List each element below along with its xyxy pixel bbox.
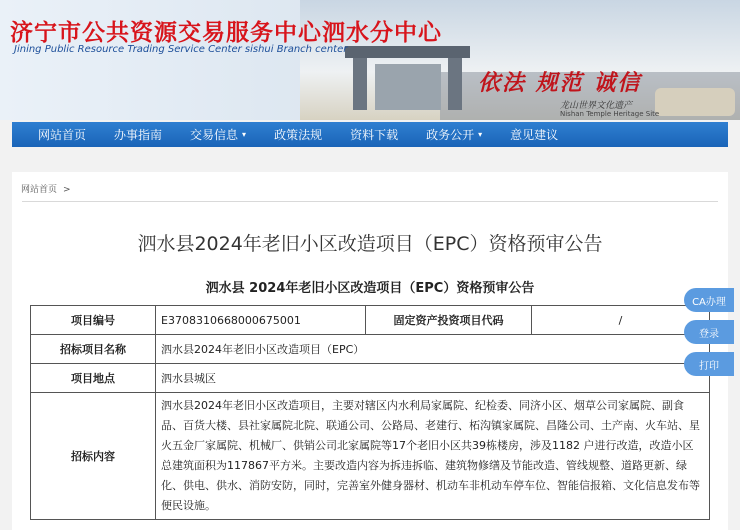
nav-item-downloads[interactable] <box>350 126 398 143</box>
project-no-value: E3708310668000675001 <box>156 306 366 335</box>
bid-name-label: 招标项目名称 <box>31 335 156 364</box>
nav-label: 交易信息 <box>190 128 239 142</box>
content-label: 招标内容 <box>31 393 156 520</box>
banner-gate-image <box>345 46 470 110</box>
banner-stone-subtext: Nishan Temple Heritage Site <box>560 110 660 118</box>
banner-stone-image <box>655 88 735 116</box>
table-row <box>31 364 710 393</box>
location-value: 泗水县城区 <box>156 364 710 393</box>
nav-item-home[interactable] <box>38 126 86 143</box>
bid-name-value: 泗水县2024年老旧小区改造项目（EPC） <box>156 335 710 364</box>
nav-item-gov-affairs[interactable] <box>426 126 482 143</box>
print-button[interactable]: 打印 <box>684 352 734 376</box>
nav-item-guide[interactable] <box>114 126 162 143</box>
table-row <box>31 335 710 364</box>
nav-label: 政策法规 <box>274 128 323 142</box>
nav-item-trade-info[interactable] <box>190 126 246 143</box>
fixed-code-label: 固定资产投资项目代码 <box>366 306 532 335</box>
main-nav <box>12 122 728 147</box>
breadcrumb <box>21 182 71 195</box>
document-title: 泗水县 2024年老旧小区改造项目（EPC）资格预审公告 <box>205 281 535 296</box>
fixed-code-value: / <box>532 306 710 335</box>
project-no-label: 项目编号 <box>31 306 156 335</box>
header-banner <box>0 0 740 120</box>
content-value: 泗水县2024年老旧小区改造项目，主要对辖区内水利局家属院、纪检委、同济小区、烟草公司家属院、副食品、百货大楼、县社家属院北院、联通公司、公路局、老建行、柘沟镇家属院、昌隆公司、土产南、火车站、星火五金厂家属院、机械厂、供销公司北家属院等17个老旧小区共39栋楼房，涉及1182 户进行改造，改造小区总建筑面积为117867平方米。主要改造内容为拆违拆临、建筑物修缮及节能改造、管线规整、道路更新、绿化、供电、供水、消防安防，同时，完善室外健身器材、机动车非机动车停车位、智能信报箱、文化信息发布等便民设施。 <box>156 393 710 520</box>
breadcrumb-home-link[interactable]: 网站首页 <box>21 185 58 195</box>
content-panel <box>12 172 728 530</box>
banner-stone-text: 龙山世界文化遗产 <box>560 101 633 111</box>
ca-service-button[interactable]: CA办理 <box>684 288 734 312</box>
nav-item-feedback[interactable] <box>510 126 558 143</box>
nav-label: 政务公开 <box>426 128 475 142</box>
nav-label: 意见建议 <box>510 128 559 142</box>
divider <box>22 201 718 202</box>
page-title: 泗水县2024年老旧小区改造项目（EPC）资格预审公告 <box>137 233 603 255</box>
nav-label: 资料下载 <box>350 128 399 142</box>
nav-item-policy[interactable] <box>274 126 322 143</box>
chevron-down-icon: ▾ <box>478 130 483 139</box>
table-row <box>31 393 710 520</box>
chevron-down-icon: ▾ <box>242 130 247 139</box>
breadcrumb-separator: > <box>63 185 71 195</box>
site-title: 济宁市公共资源交易服务中心泗水分中心 <box>10 20 442 46</box>
banner-motto: 依法 规范 诚信 <box>478 70 642 96</box>
nav-label: 网站首页 <box>38 128 87 142</box>
announcement-table <box>30 305 710 520</box>
location-label: 项目地点 <box>31 364 156 393</box>
table-row <box>31 306 710 335</box>
site-subtitle: Jining Public Resource Trading Service Center sishui Branch center <box>14 44 348 55</box>
nav-label: 办事指南 <box>114 128 163 142</box>
login-button[interactable]: 登录 <box>684 320 734 344</box>
